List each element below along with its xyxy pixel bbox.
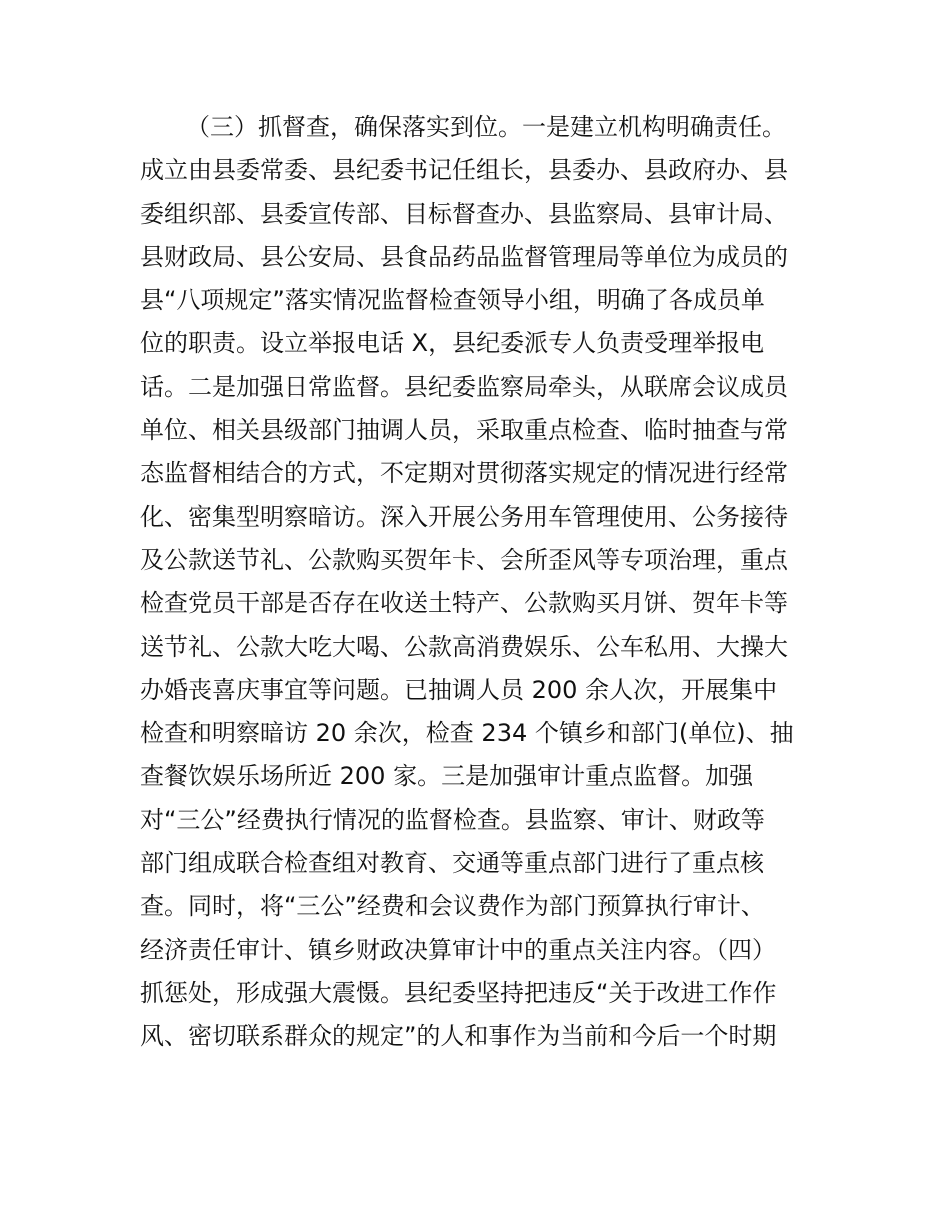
text-line-12: 检查党员干部是否存在收送土特产、公款购买月饼、贺年卡等 (140, 589, 788, 618)
text-line-4: 县财政局、县公安局、县食品药品监督管理局等单位为成员的 (140, 242, 788, 271)
text-line-13: 送节礼、公款大吃大喝、公款高消费娱乐、公车私用、大操大 (140, 632, 788, 661)
text-line-7: 话。二是加强日常监督。县纪委监察局牵头，从联席会议成员 (140, 372, 788, 401)
text-line-9: 态监督相结合的方式，不定期对贯彻落实规定的情况进行经常 (140, 459, 788, 488)
text-line-3: 委组织部、县委宣传部、目标督查办、县监察局、县审计局、 (140, 199, 788, 228)
text-line-20: 经济责任审计、镇乡财政决算审计中的重点关注内容。（四） (140, 935, 776, 964)
text-line-22: 风、密切联系群众的规定”的人和事作为当前和今后一个时期 (140, 1022, 777, 1051)
text-line-5: 县“八项规定”落实情况监督检查领导小组，明确了各成员单 (140, 286, 765, 315)
text-line-1: （三）抓督查，确保落实到位。一是建立机构明确责任。 (186, 113, 786, 141)
text-line-14: 办婚丧喜庆事宜等问题。已抽调人员 200 余人次，开展集中 (140, 675, 778, 704)
text-line-2: 成立由县委常委、县纪委书记任组长，县委办、县政府办、县 (140, 156, 788, 185)
text-line-15: 检查和明察暗访 20 余次，检查 234 个镇乡和部门(单位)、抽 (140, 719, 794, 748)
text-line-19: 查。同时，将“三公”经费和会议费作为部门预算执行审计、 (140, 892, 765, 921)
text-line-18: 部门组成联合检查组对教育、交通等重点部门进行了重点核 (140, 849, 764, 878)
text-line-8: 单位、相关县级部门抽调人员，采取重点检查、临时抽查与常 (140, 416, 788, 445)
text-line-6: 位的职责。设立举报电话 X，县纪委派专人负责受理举报电 (140, 329, 765, 358)
text-line-21: 抓惩处，形成强大震慑。县纪委坚持把违反“关于改进工作作 (140, 978, 777, 1007)
text-line-16: 查餐饮娱乐场所近 200 家。三是加强审计重点监督。加强 (140, 762, 754, 791)
text-line-11: 及公款送节礼、公款购买贺年卡、会所歪风等专项治理，重点 (140, 545, 788, 574)
text-line-17: 对“三公”经费执行情况的监督检查。县监察、审计、财政等 (140, 805, 765, 834)
text-line-10: 化、密集型明察暗访。深入开展公务用车管理使用、公务接待 (140, 502, 788, 531)
body-text (140, 106, 820, 1059)
